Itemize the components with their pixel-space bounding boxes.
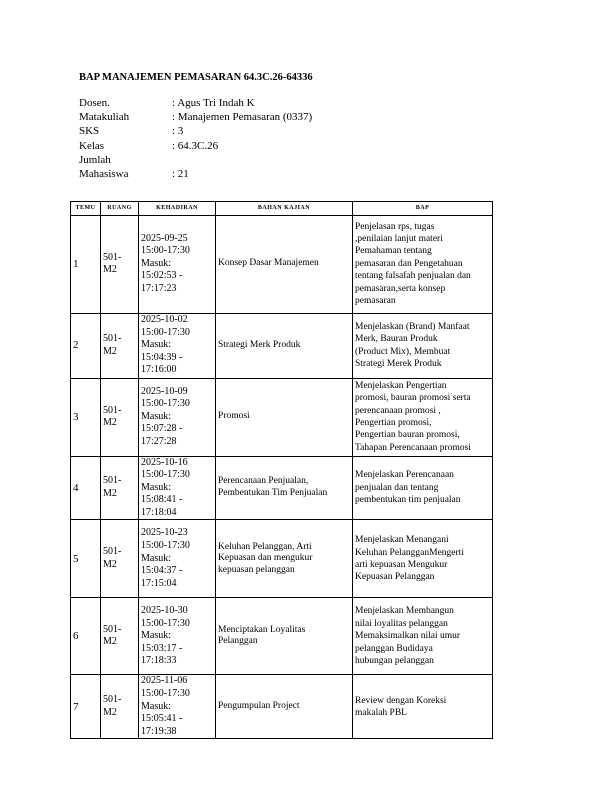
room-cell: 501- M2 — [101, 456, 139, 520]
bap-cell: Menjelaskan Perencanaan penjualan dan tentang pembentukan tim penjualan — [353, 456, 493, 520]
info-label: SKS — [79, 125, 100, 138]
info-value: : 21 — [172, 168, 189, 181]
info-row-sks — [79, 124, 312, 138]
room-cell: 501- M2 — [101, 215, 139, 313]
room-cell: 501- M2 — [101, 313, 139, 378]
bap-cell: Menjelaskan Membangun nilai loyalitas pelanggan Memaksimalkan nilai umur pelanggan Budidaya hubungan pelanggan — [353, 598, 493, 675]
table-row — [71, 675, 493, 739]
meeting-number: 1 — [71, 215, 101, 313]
topic-cell: Promosi — [216, 378, 353, 456]
info-label: Kelas — [79, 139, 105, 152]
info-value: : Agus Tri Indah K — [172, 97, 255, 109]
topic-cell: Menciptakan Loyalitas Pelanggan — [216, 598, 353, 675]
table-row — [71, 520, 493, 598]
topic-cell: Konsep Dasar Manajemen — [216, 215, 353, 313]
attendance-cell: 2025-10-23 15:00-17:30 Masuk: 15:04:37 - 17:15:04 — [139, 520, 216, 598]
info-value: : 64.3C.26 — [172, 139, 219, 152]
room-cell: 501- M2 — [101, 675, 139, 739]
info-label: Dosen. — [79, 97, 110, 109]
bap-cell: Menjelaskan (Brand) Manfaat Merk, Bauran Produk (Product Mix), Membuat Strategi Merek Produk — [353, 313, 493, 378]
meeting-number: 5 — [71, 520, 101, 598]
topic-cell: Keluhan Pelanggan, Arti Kepuasan dan mengukur kepuasan pelanggan — [216, 520, 353, 598]
info-label: Mahasiswa — [79, 168, 129, 181]
info-row-mahasiswa — [79, 167, 312, 181]
topic-cell: Strategi Merk Produk — [216, 313, 353, 378]
header-bap: BAP — [353, 202, 493, 216]
topic-cell: Perencanaan Penjualan, Pembentukan Tim Penjualan — [216, 456, 353, 520]
info-label: Jumlah — [79, 153, 111, 166]
meeting-number: 3 — [71, 378, 101, 456]
bap-cell: Menjelaskan Menangani Keluhan PelangganMengerti arti kepuasan Mengukur Kepuasan Pelanggan — [353, 520, 493, 598]
table-row — [71, 378, 493, 456]
attendance-cell: 2025-11-06 15:00-17:30 Masuk: 15:05:41 - 17:19:38 — [139, 675, 216, 739]
header-bahan-kajian: BAHAN KAJIAN — [216, 202, 353, 216]
room-cell: 501- M2 — [101, 598, 139, 675]
header-kehadiran: KEHADIRAN — [139, 202, 216, 216]
info-value: : 3 — [172, 125, 184, 138]
topic-cell: Pengumpulan Project — [216, 675, 353, 739]
meeting-number: 4 — [71, 456, 101, 520]
course-info — [79, 96, 312, 181]
table-row — [71, 598, 493, 675]
document-title: BAP MANAJEMEN PEMASARAN 64.3C.26-64336 — [79, 72, 313, 83]
header-temu: TEMU — [71, 202, 101, 216]
table-row — [71, 313, 493, 378]
attendance-cell: 2025-09-25 15:00-17:30 Masuk: 15:02:53 - 17:17:23 — [139, 215, 216, 313]
room-cell: 501- M2 — [101, 520, 139, 598]
info-row-dosen — [79, 96, 312, 110]
room-cell: 501- M2 — [101, 378, 139, 456]
attendance-cell: 2025-10-09 15:00-17:30 Masuk: 15:07:28 - 17:27:28 — [139, 378, 216, 456]
header-ruang: RUANG — [101, 202, 139, 216]
bap-cell: Review dengan Koreksi makalah PBL — [353, 675, 493, 739]
bap-cell: Menjelaskan Pengertian promosi, bauran promosi serta perencanaan promosi , Pengertian promosi, Pengertian bauran promosi, Tahapan Perencanaan promosi — [353, 378, 493, 456]
table-row — [71, 456, 493, 520]
bap-table — [70, 201, 493, 739]
info-row-matakuliah — [79, 110, 312, 124]
table-header-row — [71, 202, 493, 216]
info-row-kelas — [79, 139, 312, 153]
attendance-cell: 2025-10-30 15:00-17:30 Masuk: 15:03:17 - 17:18:33 — [139, 598, 216, 675]
meeting-number: 7 — [71, 675, 101, 739]
attendance-cell: 2025-10-16 15:00-17:30 Masuk: 15:08:41 - 17:18:04 — [139, 456, 216, 520]
info-label: Matakuliah — [79, 111, 130, 124]
bap-cell: Penjelasan rps, tugas ,penilaian lanjut materi Pemahaman tentang pemasaran dan Pengetahuan tentang falsafah penjualan dan pemasaran,serta konsep pemasaran — [353, 215, 493, 313]
table-row — [71, 215, 493, 313]
meeting-number: 2 — [71, 313, 101, 378]
info-value: : Manajemen Pemasaran (0337) — [172, 111, 313, 124]
info-row-jumlah — [79, 153, 312, 167]
attendance-cell: 2025-10-02 15:00-17:30 Masuk: 15:04:39 - 17:16:00 — [139, 313, 216, 378]
meeting-number: 6 — [71, 598, 101, 675]
